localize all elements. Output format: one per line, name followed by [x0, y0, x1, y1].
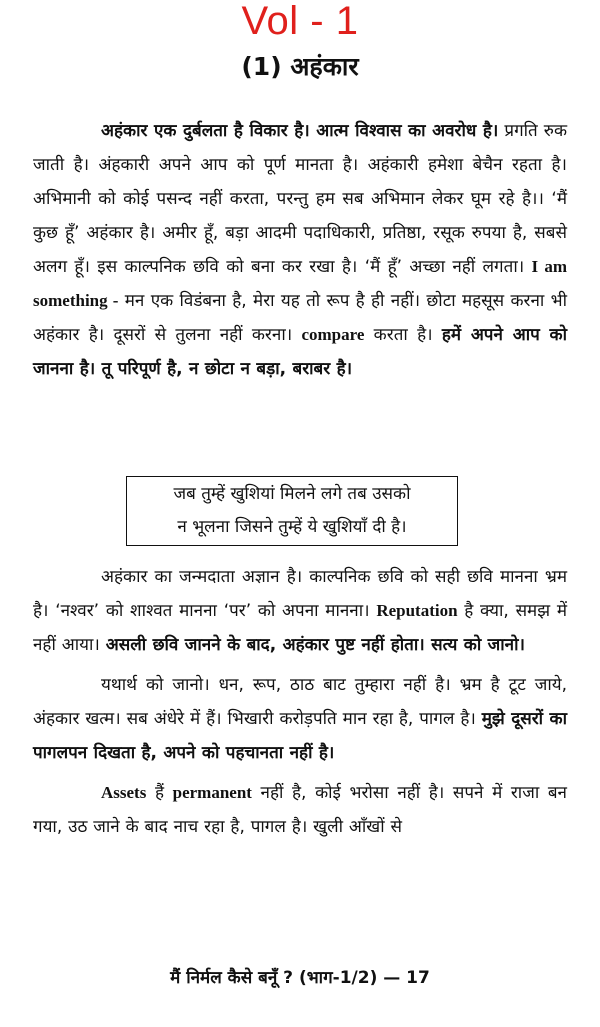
volume-label: Vol - 1: [241, 0, 359, 43]
english-text: I am something -: [33, 257, 567, 310]
text: नहीं है, कोई भरोसा नहीं है। सपने में राजा बन गया, उठ जाने के बाद नाच रहा है, पागल है। खुली आँखों से: [33, 783, 567, 837]
bold-text: मुझे दूसरों का पागलपन दिखता है, अपने को पहचानता नहीं है।: [33, 709, 567, 763]
text: है क्या, समझ में नहीं आया।: [33, 601, 567, 655]
text: मन एक विडंबना है, मेरा यह तो रूप है ही नहीं। छोटा महसूस करना भी अहंकार है। दूसरों से तुलना नहीं करना।: [33, 291, 568, 345]
english-text: compare: [301, 325, 365, 344]
page-footer: मैं निर्मल कैसे बनूँ ? (भाग-1/2) — 17: [170, 968, 430, 988]
text: प्रगति रुक जाती है। अंहकारी अपने आप को पूर्ण मानता है। अहंकारी हमेशा बेचैन रहता है। अभिमानी को कोई पसन्द नहीं करता, परन्तु हम सब अभिमान लेकर घूम रहे है।। ‘मैं कुछ हूँ’ अहंकार है। अमीर हूँ, बड़ा आदमी पदाधिकारी, प्रतिष्ठा, रसूक रुपया है, सबसे अलग हूँ। इस काल्पनिक छवि को बना कर रखा है। ‘मैं हूँ’ अच्छा नहीं लगता।: [33, 121, 567, 277]
english-text: Assets: [101, 783, 147, 802]
text: यथार्थ को जानो। धन, रूप, ठाठ बाट तुम्हारा नहीं है। भ्रम है टूट जाये, अंहकार खत्म। सब अंधेरे में हैं। भिखारी करोड़पति मान रहा है, पागल है।: [33, 675, 567, 729]
quote-box: [126, 476, 458, 546]
text: अहंकार का जन्मदाता अज्ञान है। काल्पनिक छवि को सही छवि मानना भ्रम है। ‘नश्वर’ को शाश्वत मानना ‘पर’ को अपना मानना।: [33, 567, 567, 621]
quote-line-2: न भूलना जिसने तुम्हें ये खुशियाँ दी है।: [177, 517, 407, 537]
bold-text: अहंकार एक दुर्बलता है विकार है। आत्म विश्वास का अवरोध है।: [101, 121, 499, 141]
english-text: permanent: [172, 783, 252, 802]
paragraph-1: [33, 114, 567, 386]
chapter-title: (1) अहंकार: [241, 52, 359, 81]
quote-line-1: जब तुम्हें खुशियां मिलने लगे तब उसको: [173, 484, 411, 504]
text-block-upper: [33, 114, 567, 392]
text: करता है।: [364, 325, 442, 345]
text-block-lower: [33, 560, 567, 850]
paragraph-4: [33, 776, 567, 844]
paragraph-2: [33, 560, 567, 662]
text: हैं: [146, 783, 173, 803]
bold-text: हमें अपने आप को जानना है। तू परिपूर्ण है, न छोटा न बड़ा, बराबर है।: [33, 325, 567, 379]
paragraph-3: [33, 668, 567, 770]
english-text: Reputation: [376, 601, 458, 620]
bold-text: असली छवि जानने के बाद, अहंकार पुष्ट नहीं होता। सत्य को जानो।: [105, 635, 525, 655]
